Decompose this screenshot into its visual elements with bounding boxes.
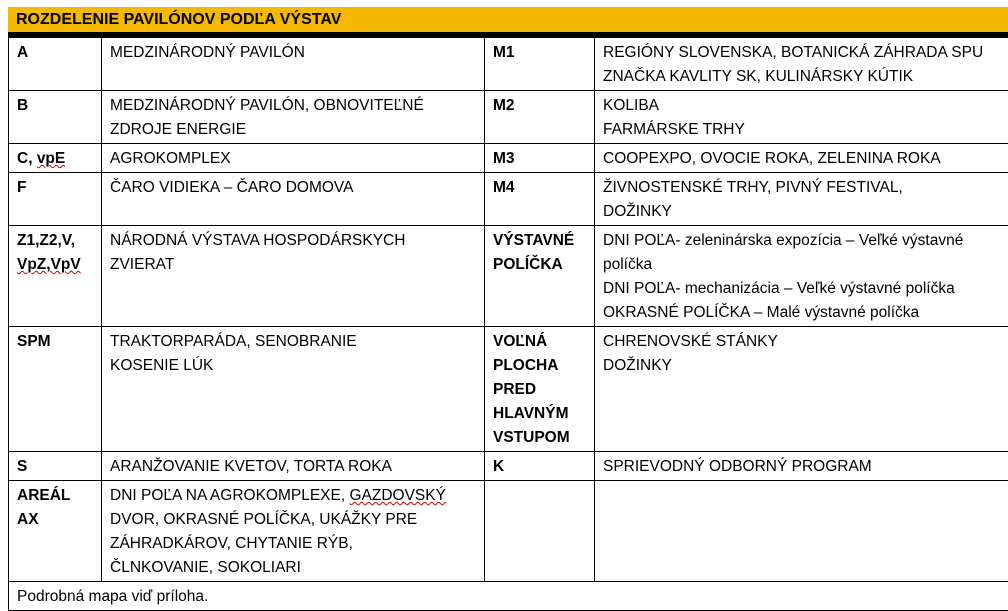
footer-row [9,582,1008,611]
table-row [9,481,1008,582]
cell-line [17,253,93,277]
cell-line: PLOCHA [493,354,586,378]
cell-line: COOPEXPO, OVOCIE ROKA, ZELENINA ROKA [603,147,1000,171]
right-code-cell [485,38,595,91]
left-desc-cell [102,38,485,91]
cell-line: K [493,455,586,479]
right-desc-cell [595,144,1008,173]
cell-line: Z1,Z2,V, [17,229,93,253]
left-desc-cell [102,327,485,452]
cell-line: A [17,41,93,65]
cell-line: B [17,94,93,118]
table-row [9,91,1008,144]
pavilion-table [8,37,1008,611]
table-title: ROZDELENIE PAVILÓNOV PODĽA VÝSTAV [8,7,1008,32]
cell-line: CHRENOVSKÉ STÁNKY [603,330,1000,354]
right-code-cell [485,481,595,582]
cell-line: S [17,455,93,479]
table-row [9,144,1008,173]
cell-line: ŽIVNOSTENSKÉ TRHY, PIVNÝ FESTIVAL, [603,176,1000,200]
cell-line: DNI POĽA NA AGROKOMPLEXE, GAZDOVSKÝ [110,484,476,508]
cell-line: VOĽNÁ [493,330,586,354]
left-desc-cell [102,481,485,582]
table-row [9,452,1008,481]
cell-line: DOŽINKY [603,200,1000,224]
right-desc-cell [595,226,1008,327]
table-row [9,327,1008,452]
cell-line: ZÁHRADKÁROV, CHYTANIE RÝB, [110,532,476,556]
spellcheck-mark: GAZDOVSKÝ [349,487,445,504]
left-desc-cell [102,452,485,481]
right-desc-cell [595,91,1008,144]
cell-line: PRED [493,378,586,402]
left-desc-cell [102,144,485,173]
left-code-cell [9,452,102,481]
cell-line: M1 [493,41,586,65]
left-code-cell [9,91,102,144]
left-code-cell [9,226,102,327]
left-desc-cell [102,226,485,327]
cell-line: SPRIEVODNÝ ODBORNÝ PROGRAM [603,455,1000,479]
left-code-cell [9,144,102,173]
spellcheck-mark: VpZ,VpV [17,256,81,273]
cell-line: FARMÁRSKE TRHY [603,118,1000,142]
cell-line: KOLIBA [603,94,1000,118]
cell-line: TRAKTORPARÁDA, SENOBRANIE [110,330,476,354]
cell-line: KOSENIE LÚK [110,354,476,378]
cell-line: NÁRODNÁ VÝSTAVA HOSPODÁRSKYCH [110,229,476,253]
cell-line: POLÍČKA [493,253,586,277]
table-row [9,38,1008,91]
cell-line: HLAVNÝM [493,402,586,426]
cell-line: DVOR, OKRASNÉ POLÍČKA, UKÁŽKY PRE [110,508,476,532]
cell-line: DOŽINKY [603,354,1000,378]
right-desc-cell [595,327,1008,452]
right-code-cell [485,144,595,173]
cell-line: ZDROJE ENERGIE [110,118,476,142]
cell-line: SPM [17,330,93,354]
cell-line: OKRASNÉ POLÍČKA – Malé výstavné políčka [603,301,1000,325]
right-desc-cell [595,481,1008,582]
left-desc-cell [102,91,485,144]
cell-line: MEDZINÁRODNÝ PAVILÓN [110,41,476,65]
right-desc-cell [595,38,1008,91]
cell-line: ČARO VIDIEKA – ČARO DOMOVA [110,176,476,200]
cell-line: VÝSTAVNÉ [493,229,586,253]
left-code-cell [9,481,102,582]
right-code-cell [485,226,595,327]
cell-line: AX [17,508,93,532]
right-desc-cell [595,173,1008,226]
right-desc-cell [595,452,1008,481]
table-row [9,226,1008,327]
cell-line: DNI POĽA- mechanizácia – Veľké výstavné políčka [603,277,1000,301]
cell-line: ČLNKOVANIE, SOKOLIARI [110,556,476,580]
cell-line: F [17,176,93,200]
left-desc-cell [102,173,485,226]
spellcheck-mark: vpE [37,150,65,167]
cell-line: políčka [603,253,1000,277]
right-code-cell [485,452,595,481]
left-code-cell [9,38,102,91]
cell-line: MEDZINÁRODNÝ PAVILÓN, OBNOVITEĽNÉ [110,94,476,118]
cell-line: M2 [493,94,586,118]
right-code-cell [485,327,595,452]
cell-line: REGIÓNY SLOVENSKA, BOTANICKÁ ZÁHRADA SPU [603,41,1000,65]
left-code-cell [9,173,102,226]
pavilion-table-body [9,38,1008,582]
cell-line: AGROKOMPLEX [110,147,476,171]
footer-note: Podrobná mapa viď príloha. [9,582,1008,611]
cell-line: ZNAČKA KAVLITY SK, KULINÁRSKY KÚTIK [603,65,1000,89]
right-code-cell [485,91,595,144]
cell-line: M4 [493,176,586,200]
cell-line: C, vpE [17,147,93,171]
cell-line: AREÁL [17,484,93,508]
right-code-cell [485,173,595,226]
cell-line: ZVIERAT [110,253,476,277]
cell-line: M3 [493,147,586,171]
left-code-cell [9,327,102,452]
cell-line: DNI POĽA- zeleninárska expozícia – Veľké výstavné [603,229,1000,253]
cell-line: VSTUPOM [493,426,586,450]
table-row [9,173,1008,226]
cell-line: ARANŽOVANIE KVETOV, TORTA ROKA [110,455,476,479]
